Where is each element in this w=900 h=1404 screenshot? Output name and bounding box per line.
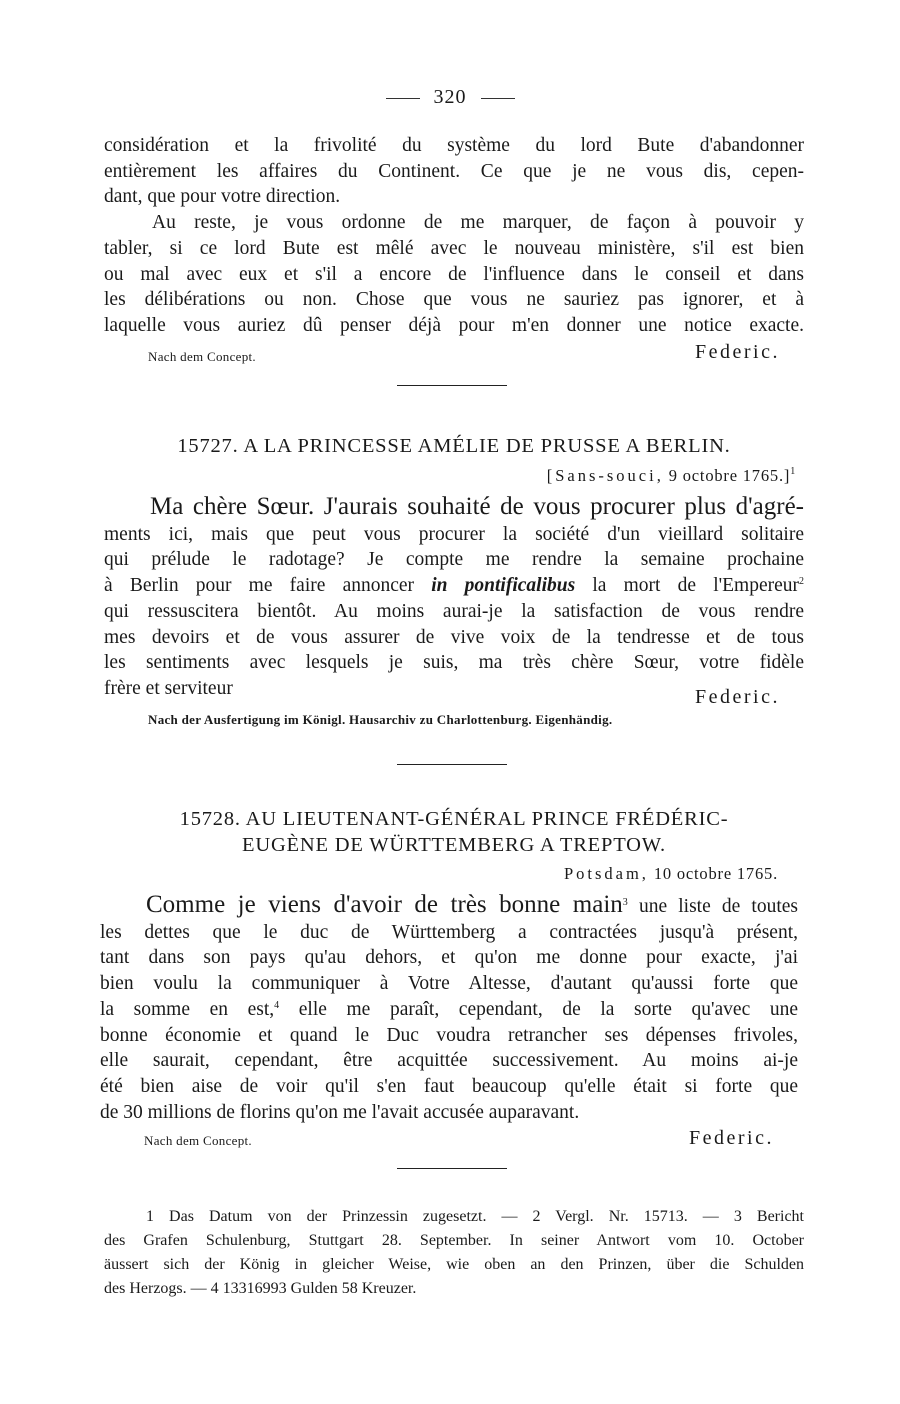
source-note: Nach der Ausfertigung im Königl. Hausarchiv zu Charlottenburg. Eigenhändig. (148, 711, 613, 727)
header-dash-right (481, 98, 515, 99)
page-number: 320 (433, 86, 467, 108)
footnote-line: äussert sich der König in gleicher Weise, wie oben an den Prinzen, über die Schulden (104, 1256, 804, 1273)
text-line: été bien aise de voir qu'il s'en faut beaucoup qu'elle était si forte que (100, 1075, 798, 1097)
text-line: frère et serviteur (104, 677, 233, 699)
footnote-line: 1 Das Datum von der Prinzessin zugesetzt. — 2 Vergl. Nr. 15713. — 3 Bericht (146, 1208, 804, 1225)
text-line: ments ici, mais que peut vous procurer la société d'un vieillard solitaire (104, 523, 804, 545)
header-dash-left (386, 98, 420, 99)
footnote-line: des Herzogs. — 4 13316993 Gulden 58 Kreuzer. (104, 1280, 417, 1297)
latin-phrase: in pontificalibus (431, 575, 576, 597)
footnote-marker: 1 (790, 466, 796, 477)
section-divider (397, 764, 507, 765)
text-line: de 30 millions de florins qu'on me l'avait accusée auparavant. (100, 1101, 580, 1123)
text-line: considération et la frivolité du système du lord Bute d'abandonner (104, 135, 804, 156)
letter-15727-closing (104, 686, 804, 710)
text-fragment: à Berlin pour me faire annoncer (104, 575, 415, 597)
footnote-marker: 4 (274, 999, 280, 1011)
text-fragment: Comme je viens d'avoir de très bonne main (146, 891, 623, 918)
letter-heading-15728 (104, 806, 804, 858)
text-line (104, 573, 804, 599)
letter-15728-closing (100, 1127, 798, 1153)
text-line: les dettes que le duc de Württemberg a contractées jusqu'à présent, (100, 921, 798, 943)
text-line (104, 494, 804, 522)
heading-line: EUGÈNE DE WÜRTTEMBERG A TREPTOW. (242, 834, 666, 856)
letter-15727-source (104, 710, 804, 730)
dateline-15728 (564, 864, 778, 884)
text-line (100, 892, 798, 920)
dateline-date: 10 octobre 1765. (653, 864, 778, 883)
source-note: Nach dem Concept. (148, 348, 256, 364)
text-line: bonne économie et quand le Duc voudra retrancher ses dépenses frivoles, (100, 1024, 798, 1046)
letter-15727-body (104, 494, 804, 730)
footnotes (104, 1205, 804, 1301)
letter-heading-15727: 15727. A LA PRINCESSE AMÉLIE DE PRUSSE A BERLIN. (177, 435, 731, 457)
text-line: elle saurait, cependant, être acquittée successivement. Au moins ai-je (100, 1050, 798, 1072)
text-line (100, 997, 798, 1023)
text-line: les sentiments avec lesquels je suis, ma très chère Sœur, votre fidèle (104, 652, 804, 674)
text-line: ou mal avec eux et s'il a encore de l'influence dans le conseil et dans (104, 263, 804, 285)
page-number-header (0, 86, 900, 109)
text-line: bien voulu la communiquer à Votre Altesse, d'autant qu'aussi forte que (100, 973, 798, 995)
dateline-place: [Sans-souci, (546, 466, 664, 485)
text-fragment: la mort de l'Empereur (592, 575, 800, 597)
text-line: Au reste, je vous ordonne de me marquer, de façon à pouvoir y (152, 212, 804, 234)
text-fragment: la somme en est, (100, 998, 275, 1020)
dateline-date: 9 octobre 1765.] (668, 466, 791, 485)
text-line: mes devoirs et de vous assurer de vive voix de la tendresse et de tous (104, 626, 804, 648)
footnote-marker: 2 (799, 576, 805, 588)
text-line: dant, que pour votre direction. (104, 186, 341, 208)
section-divider (397, 1168, 507, 1169)
signature: Federic. (689, 1127, 774, 1150)
text-line: qui prélude le radotage? Je compte me rendre la semaine prochaine (104, 549, 804, 571)
text-line: tant dans son pays qu'au dehors, et qu'on me donne pour exacte, j'ai (100, 947, 798, 969)
previous-letter-closing (104, 341, 804, 367)
previous-letter-body (104, 133, 804, 367)
heading-line: 15728. AU LIEUTENANT-GÉNÉRAL PRINCE FRÉDÉRIC- (179, 808, 729, 830)
text-line: tabler, si ce lord Bute est mêlé avec le nouveau ministère, s'il est bien (104, 237, 804, 259)
text-line: les délibérations ou non. Chose que vous ne sauriez pas ignorer, et à (104, 289, 804, 311)
text-fragment: une liste de toutes (638, 896, 799, 917)
section-divider (397, 385, 507, 386)
text-line: qui ressuscitera bientôt. Au moins aurai-je la satisfaction de vous rendre (104, 600, 804, 622)
source-note: Nach dem Concept. (144, 1133, 252, 1149)
signature: Federic. (695, 685, 780, 708)
text-line: laquelle vous auriez dû penser déjà pour m'en donner une notice exacte. (104, 314, 804, 336)
dateline-place: Potsdam, (563, 864, 649, 883)
letter-15728-body (100, 892, 798, 1153)
text-fragment: elle me paraît, cependant, de la sorte qu'avec une (298, 998, 799, 1020)
text-line-content: Ma chère Sœur. J'aurais souhaité de vous procurer plus d'agré- (150, 493, 804, 520)
signature: Federic. (695, 340, 780, 363)
dateline-15727 (547, 466, 796, 486)
text-line: entièrement les affaires du Continent. Ce que je ne vous dis, cepen- (104, 160, 804, 182)
footnote-marker: 3 (622, 897, 628, 908)
footnote-line: des Grafen Schulenburg, Stuttgart 28. September. In seiner Antwort vom 10. October (104, 1232, 804, 1249)
